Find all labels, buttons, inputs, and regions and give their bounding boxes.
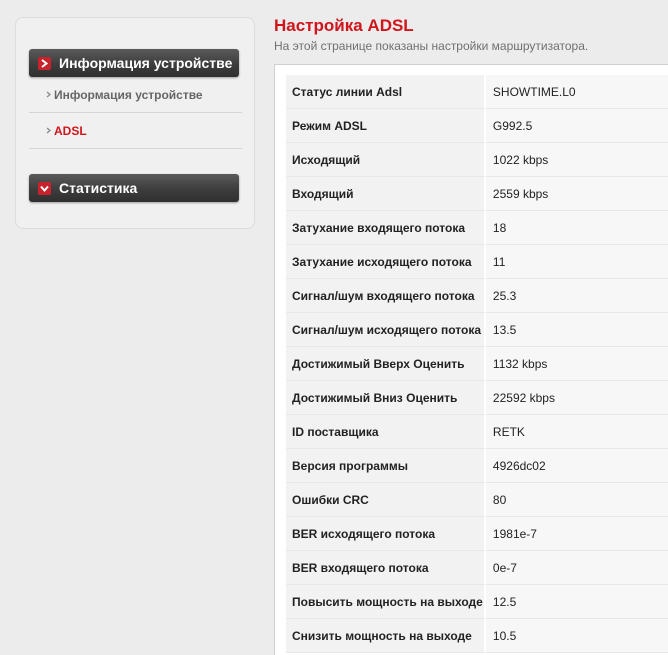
row-label: Сигнал/шум исходящего потока	[286, 313, 486, 347]
row-value: 1022 kbps	[486, 143, 668, 177]
row-label: Снизить мощность на выходе	[286, 619, 486, 653]
row-value: 2559 kbps	[486, 177, 668, 211]
table-row	[286, 143, 668, 177]
row-value: 25.3	[486, 279, 668, 313]
row-value: 10.5	[486, 619, 668, 653]
row-value: 0e-7	[486, 551, 668, 585]
table-row	[286, 381, 668, 415]
table-row	[286, 483, 668, 517]
table-row	[286, 177, 668, 211]
menu-header-statistics[interactable]	[29, 174, 239, 202]
table-row	[286, 245, 668, 279]
table-row	[286, 211, 668, 245]
sidebar-item-adsl[interactable]	[29, 113, 242, 149]
row-label: Версия программы	[286, 449, 486, 483]
table-row	[286, 347, 668, 381]
table-row	[286, 109, 668, 143]
sidebar-item-device-info[interactable]	[29, 77, 242, 113]
content-panel	[274, 64, 668, 655]
adsl-stats-body	[286, 75, 668, 653]
row-value: 13.5	[486, 313, 668, 347]
adsl-stats-table	[286, 75, 668, 653]
small-arrow-icon	[42, 127, 54, 134]
row-label: Входящий	[286, 177, 486, 211]
row-value: SHOWTIME.L0	[486, 75, 668, 109]
page-title: Настройка ADSL	[274, 16, 414, 35]
table-row	[286, 619, 668, 653]
row-value: 1981e-7	[486, 517, 668, 551]
row-label: Сигнал/шум входящего потока	[286, 279, 486, 313]
table-row	[286, 415, 668, 449]
menu-header-device-info[interactable]	[29, 49, 239, 77]
row-label: Повысить мощность на выходе	[286, 585, 486, 619]
row-label: BER исходящего потока	[286, 517, 486, 551]
row-value: 22592 kbps	[486, 381, 668, 415]
row-value: 4926dc02	[486, 449, 668, 483]
table-row	[286, 585, 668, 619]
row-label: Затухание исходящего потока	[286, 245, 486, 279]
row-label: Исходящий	[286, 143, 486, 177]
small-arrow-icon	[42, 91, 54, 98]
row-label: Затухание входящего потока	[286, 211, 486, 245]
row-value: 18	[486, 211, 668, 245]
row-label: Достижимый Вверх Оценить	[286, 347, 486, 381]
menu-header-label: Информация устройстве	[59, 55, 233, 71]
row-value: 1132 kbps	[486, 347, 668, 381]
sidebar-item-label: Информация устройстве	[54, 87, 203, 102]
table-row	[286, 517, 668, 551]
row-value: RETK	[486, 415, 668, 449]
row-value: G992.5	[486, 109, 668, 143]
table-row	[286, 279, 668, 313]
sidebar-item-label: ADSL	[54, 123, 87, 138]
page-subtitle: На этой странице показаны настройки маршрутизатора.	[274, 39, 589, 53]
chevron-right-icon	[38, 57, 51, 70]
row-label: Статус линии Adsl	[286, 75, 486, 109]
table-row	[286, 313, 668, 347]
row-value: 12.5	[486, 585, 668, 619]
chevron-down-icon	[38, 182, 51, 195]
row-value: 11	[486, 245, 668, 279]
row-value: 80	[486, 483, 668, 517]
row-label: Режим ADSL	[286, 109, 486, 143]
table-row	[286, 75, 668, 109]
menu-header-label: Статистика	[59, 180, 138, 196]
row-label: ID поставщика	[286, 415, 486, 449]
row-label: Ошибки CRC	[286, 483, 486, 517]
sidebar	[15, 17, 255, 229]
device-info-submenu	[29, 77, 242, 149]
row-label: Достижимый Вниз Оценить	[286, 381, 486, 415]
table-row	[286, 449, 668, 483]
table-row	[286, 551, 668, 585]
row-label: BER входящего потока	[286, 551, 486, 585]
